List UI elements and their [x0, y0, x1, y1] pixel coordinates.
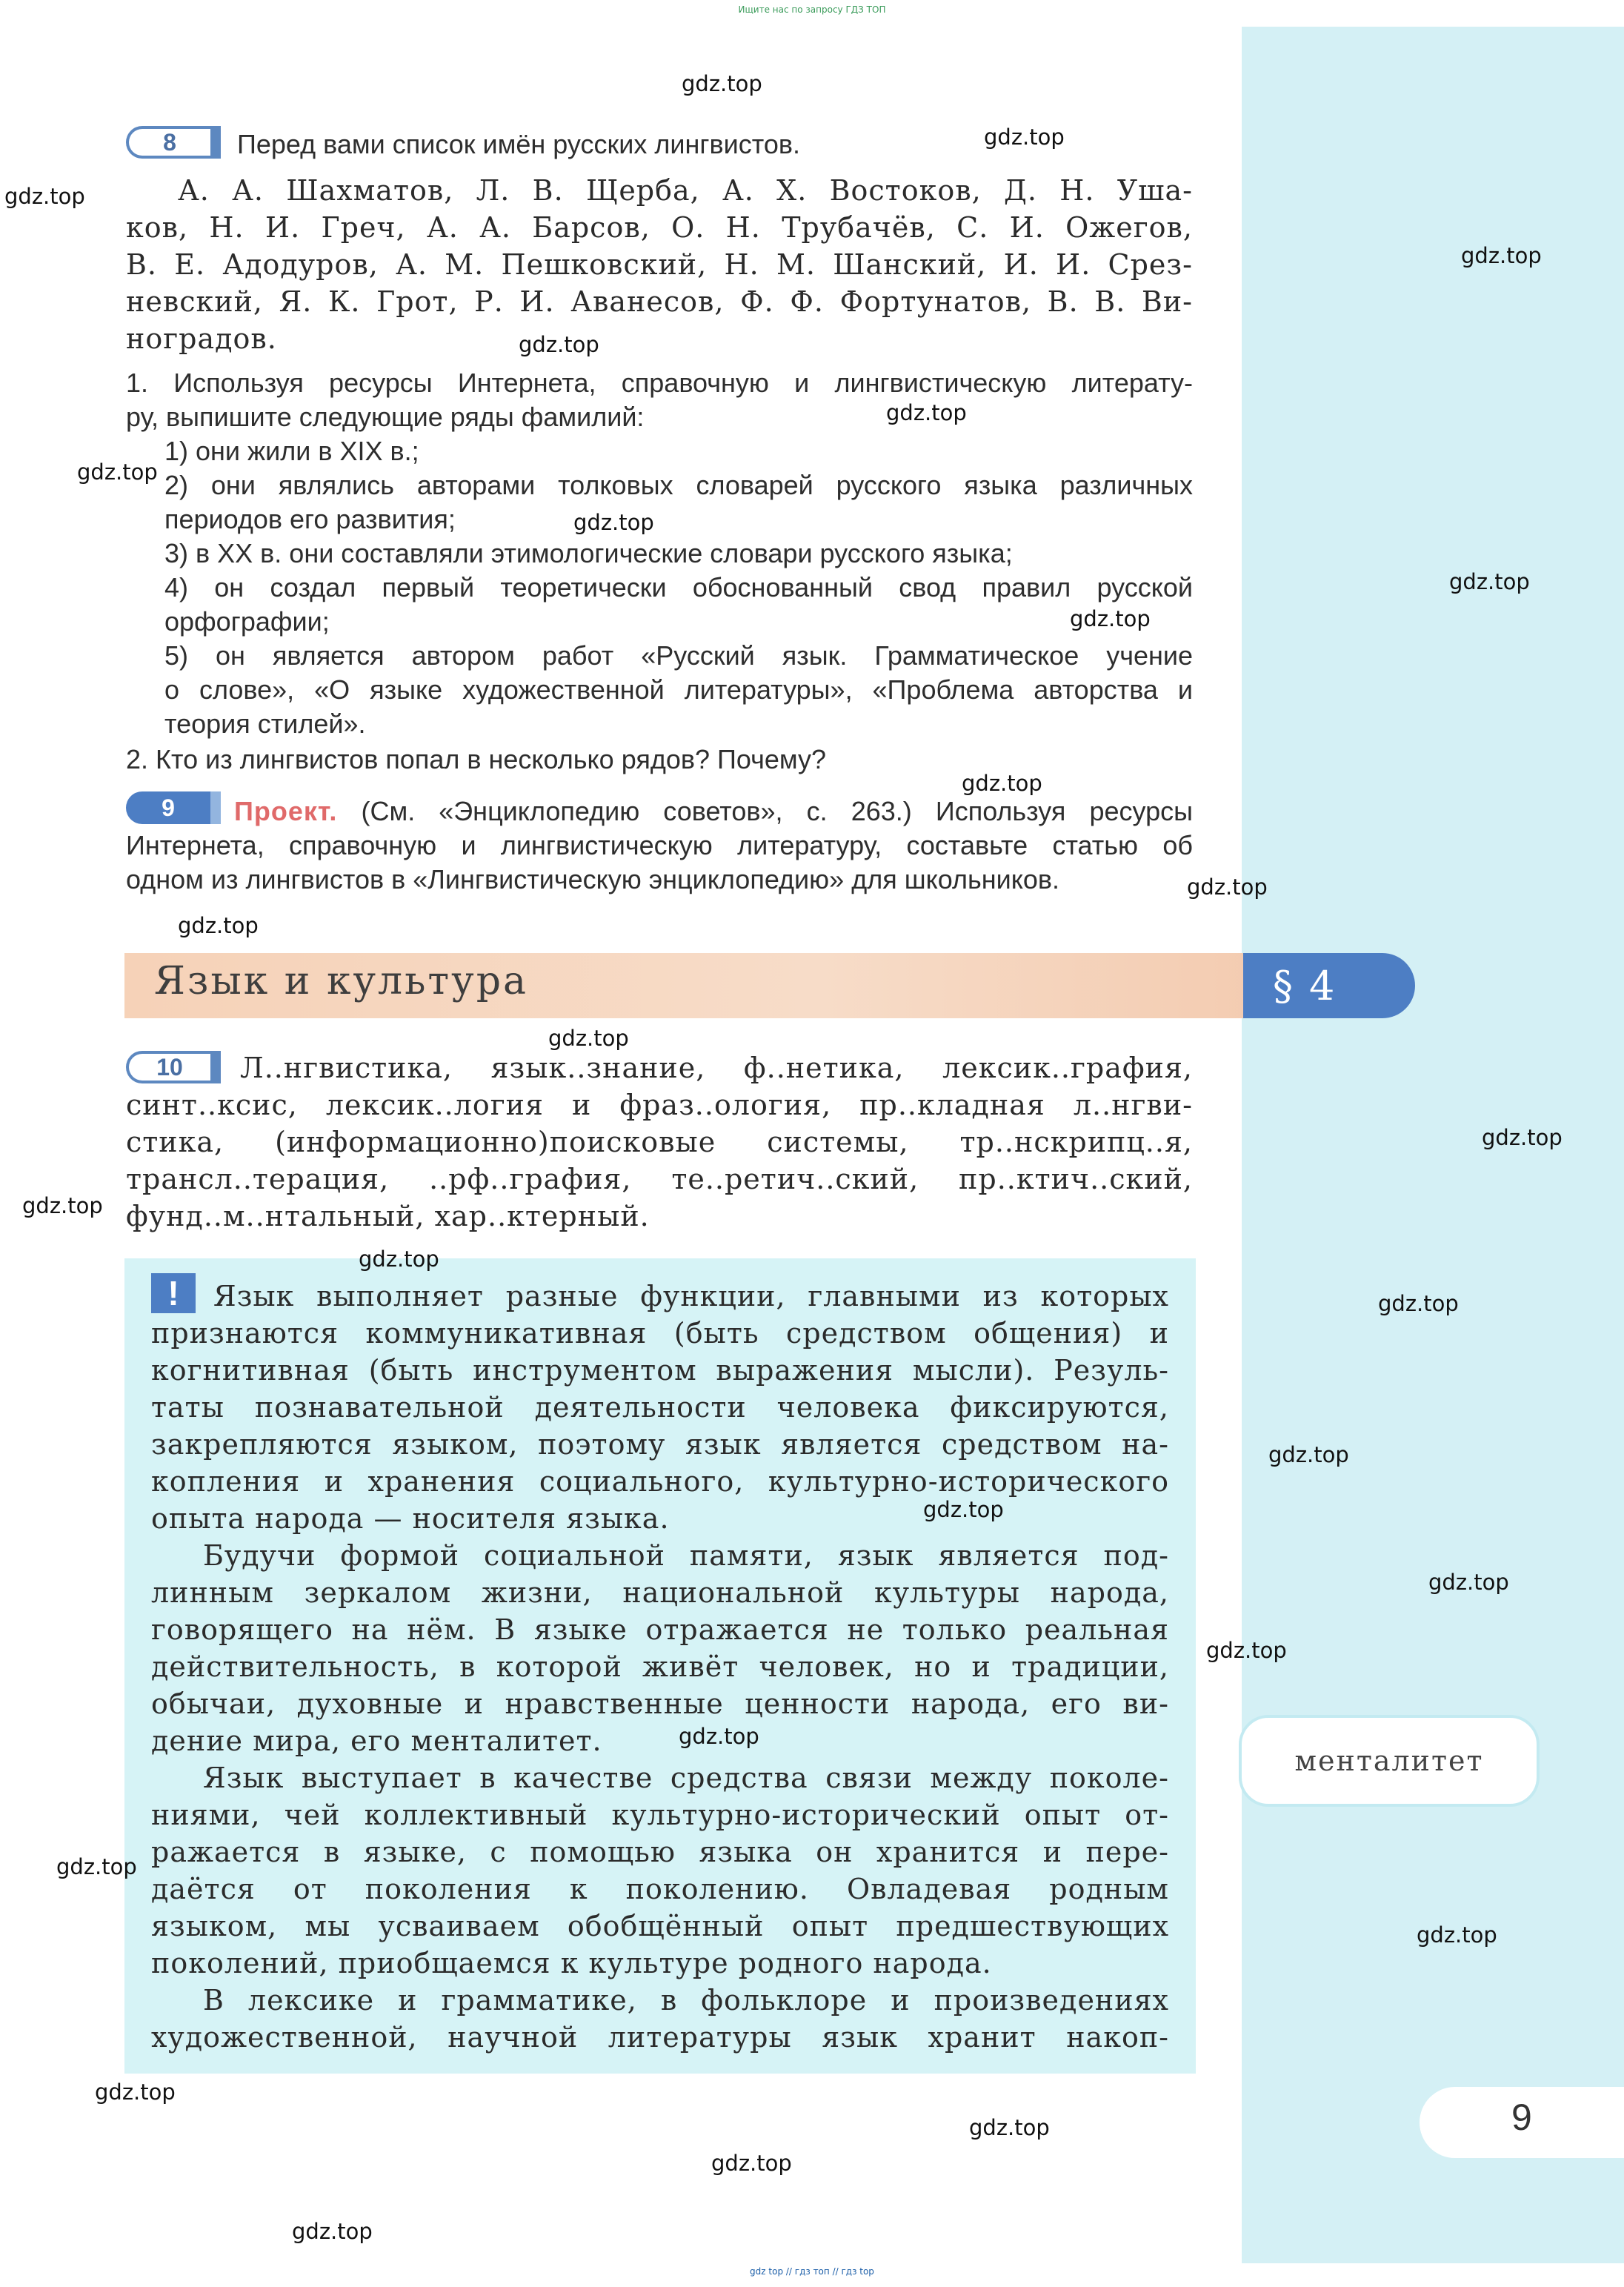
watermark: gdz.top [95, 2079, 176, 2105]
watermark: gdz.top [292, 2219, 373, 2244]
exercise-8-intro: Перед вами список имён русских лингвистов. [237, 129, 800, 159]
watermark: gdz.top [923, 1497, 1004, 1522]
watermark: gdz.top [519, 332, 599, 357]
theory-line: ниями, чей коллективный культурно-исторический опыт от- [151, 1799, 1169, 1831]
watermark: gdz.top [1449, 569, 1530, 594]
names-line: В. Е. Адодуров, А. М. Пешковский, Н. М. Шанский, И. И. Срез- [126, 248, 1193, 281]
exercise-10-badge: 10 [126, 1051, 221, 1083]
list-item: орфографии; [164, 606, 330, 637]
watermark: gdz.top [886, 400, 967, 425]
exercise-8-task-1 [126, 366, 1193, 434]
watermark: gdz.top [77, 459, 158, 485]
watermark: gdz.top [1482, 1125, 1563, 1150]
watermark: gdz.top [359, 1247, 439, 1272]
theory-line: таты познавательной деятельности человека фиксируются, [151, 1391, 1169, 1424]
exclamation-icon: ! [151, 1273, 196, 1313]
names-line: А. А. Шахматов, Л. В. Щерба, А. Х. Востоков, Д. Н. Уша- [178, 174, 1193, 207]
exercise-8-task-2: 2. Кто из лингвистов попал в несколько рядов? Почему? [126, 744, 827, 774]
exercise-10-text [126, 1049, 1193, 1235]
task-line: ру, выпишите следующие ряды фамилий: [126, 402, 645, 432]
theory-line: линным зеркалом жизни, национальной культуры народа, [151, 1576, 1169, 1609]
theory-line: даётся от поколения к поколению. Овладевая родным [151, 1873, 1169, 1905]
section-title: Язык и культура [154, 959, 529, 1003]
watermark: gdz.top [1268, 1442, 1349, 1467]
list-item: 3) в XX в. они составляли этимологические словари русского языка; [164, 538, 1013, 568]
watermark: gdz.top [4, 184, 85, 209]
list-item: теория стилей». [164, 708, 366, 739]
top-note: Ищите нас по запросу ГДЗ ТОП [738, 4, 886, 15]
theory-line: Язык выступает в качестве средства связи между поколе- [203, 1762, 1169, 1794]
section-number: 4 [1309, 962, 1335, 1009]
theory-line: художественной, научной литературы язык хранит накоп- [151, 2021, 1169, 2054]
list-item: 1) они жили в XIX в.; [164, 436, 419, 466]
list-item: 5) он является автором работ «Русский язык. Грамматическое учение [164, 640, 1193, 671]
theory-line: копления и хранения социального, культурно-исторического [151, 1465, 1169, 1498]
sidebar-term-card: менталитет [1239, 1715, 1540, 1807]
theory-text [151, 1278, 1169, 2056]
watermark: gdz.top [1417, 1922, 1497, 1948]
watermark: gdz.top [984, 125, 1065, 150]
watermark: gdz.top [1070, 606, 1151, 631]
theory-line: Будучи формой социальной памяти, язык является под- [203, 1539, 1169, 1572]
watermark: gdz.top [1428, 1570, 1509, 1595]
theory-line: обычаи, духовные и нравственные ценности народа, его ви- [151, 1687, 1169, 1720]
list-item: 4) он создал первый теоретически обоснованный свод правил русской [164, 572, 1193, 603]
exercise-8-items [164, 434, 1193, 741]
theory-line: говорящего на нём. В языке отражается не только реальная [151, 1613, 1169, 1646]
theory-line: дение мира, его менталитет. [151, 1725, 602, 1757]
exercise-9-line-2: Интернета, справочную и лингвистическую литературу, составьте статью об [126, 830, 1193, 860]
watermark: gdz.top [1461, 243, 1542, 268]
exercise-9-badge: 9 [126, 791, 221, 824]
theory-line: действительность, в которой живёт человек, но и традиции, [151, 1650, 1169, 1683]
exercise-10-line: Л..нгвистика, язык..знание, ф..нетика, лексик..графия, [240, 1052, 1193, 1084]
exercise-9-line-1-text: (См. «Энциклопедию советов», с. 263.) Используя ресурсы [361, 796, 1193, 826]
watermark: gdz.top [56, 1854, 137, 1879]
watermark: gdz.top [548, 1026, 629, 1051]
theory-line: ражается в языке, с помощью языка он хранится и пере- [151, 1836, 1169, 1868]
watermark: gdz.top [969, 2115, 1050, 2140]
theory-line: языком, мы усваиваем обобщённый опыт предшествующих [151, 1910, 1169, 1942]
names-line: невский, Я. К. Грот, Р. И. Аванесов, Ф. Ф. Фортунатов, В. В. Ви- [126, 285, 1193, 318]
watermark: gdz.top [711, 2151, 792, 2176]
names-line: ноградов. [126, 322, 277, 355]
exercise-8-names [126, 172, 1193, 357]
theory-line: опыта народа — носителя языка. [151, 1502, 670, 1535]
list-item: 2) они являлись авторами толковых словарей русского языка различных [164, 470, 1193, 500]
list-item: периодов его развития; [164, 504, 456, 534]
task-line: 1. Используя ресурсы Интернета, справочную и лингвистическую литерату- [126, 368, 1193, 398]
names-line: ков, Н. И. Греч, А. А. Барсов, О. Н. Трубачёв, С. И. Ожегов, [126, 211, 1193, 244]
watermark: gdz.top [22, 1193, 103, 1218]
watermark: gdz.top [1187, 874, 1268, 900]
theory-line: закрепляются языком, поэтому язык является средством на- [151, 1428, 1169, 1461]
theory-line: В лексике и грамматике, в фольклоре и произведениях [203, 1984, 1169, 2017]
exercise-10-line: стика, (информационно)поисковые системы, тр..нскрипц..я, [126, 1126, 1193, 1158]
exercise-10-line: синт..ксис, лексик..логия и фраз..ология, пр..кладная л..нгви- [126, 1089, 1193, 1121]
watermark: gdz.top [682, 71, 762, 96]
watermark: gdz.top [178, 913, 259, 938]
theory-line: Язык выполняет разные функции, главными из которых [213, 1280, 1169, 1312]
section-number-badge [1243, 953, 1415, 1018]
exercise-9-line-1 [126, 794, 1193, 829]
section-symbol: § [1273, 962, 1293, 1009]
theory-line: когнитивная (быть инструментом выражения мысли). Резуль- [151, 1354, 1169, 1387]
exercise-10-line: трансл..терация, ..рф..графия, те..ретич..ский, пр..ктич..ский, [126, 1163, 1193, 1195]
theory-line: признаются коммуникативная (быть средством общения) и [151, 1317, 1169, 1350]
watermark: gdz.top [1378, 1291, 1459, 1316]
exercise-8-badge: 8 [126, 126, 221, 159]
watermark: gdz.top [573, 510, 654, 535]
bottom-note: gdz top // гдз топ // гдз top [750, 2266, 874, 2277]
exercise-9-text [126, 794, 1193, 897]
list-item: о слове», «О языке художественной литературы», «Проблема авторства и [164, 674, 1193, 705]
watermark: gdz.top [1206, 1638, 1287, 1663]
theory-line: поколений, приобщаемся к культуре родного народа. [151, 1947, 992, 1979]
exercise-10-line: фунд..м..нтальный, хар..ктерный. [126, 1200, 650, 1232]
watermark: gdz.top [679, 1724, 759, 1749]
watermark: gdz.top [962, 771, 1042, 796]
project-label: Проект. [234, 796, 338, 826]
exercise-9-line-3: одном из лингвистов в «Лингвистическую энциклопедию» для школьников. [126, 864, 1060, 894]
page-number: 9 [1511, 2097, 1532, 2138]
